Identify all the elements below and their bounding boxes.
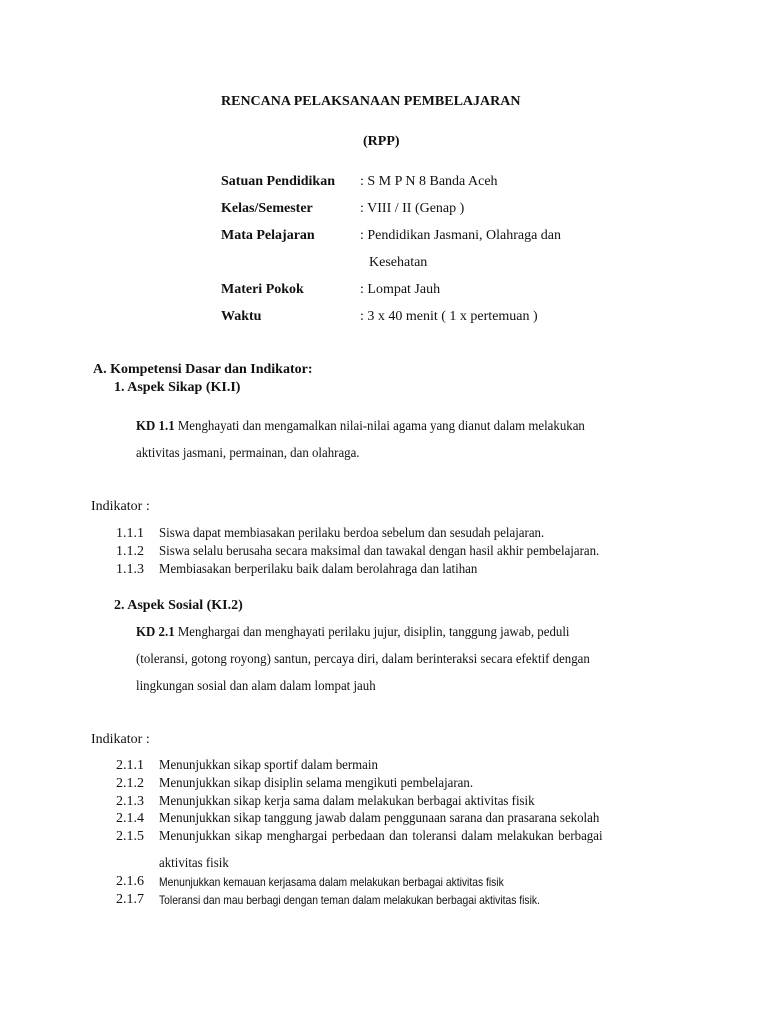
identity-value: : Lompat Jauh [360, 282, 441, 297]
list-item-number: 1.1.3 [116, 562, 144, 577]
list-item-text: Toleransi dan mau berbagi dengan teman dalam melakukan berbagai aktivitas fisik. [159, 893, 540, 907]
identity-value: : Pendidikan Jasmani, Olahraga dan [360, 228, 562, 243]
kd-text-line: aktivitas jasmani, permainan, dan olahraga. [136, 446, 360, 461]
list-item-number: 1.1.2 [116, 544, 144, 559]
kd-label: KD 2.1 [136, 625, 175, 640]
kd-text-line: (toleransi, gotong royong) santun, percaya diri, dalam berinteraksi secara efektif dengan [136, 652, 590, 667]
identity-value-continued: Kesehatan [369, 255, 428, 270]
list-item-number: 2.1.5 [116, 829, 144, 844]
list-item-text: Menunjukkan sikap tanggung jawab dalam penggunaan sarana dan prasarana sekolah [159, 811, 600, 826]
list-item-text: Menunjukkan kemauan kerjasama dalam melakukan berbagai aktivitas fisik [159, 875, 504, 889]
aspect-heading: 2. Aspek Sosial (KI.2) [114, 598, 243, 613]
identity-value: : VIII / II (Genap ) [360, 201, 465, 216]
kd-paragraph [136, 419, 585, 435]
indikator-label: Indikator : [91, 499, 150, 514]
list-item-number: 2.1.3 [116, 794, 144, 809]
list-item-text: Siswa dapat membiasakan perilaku berdoa sebelum dan sesudah pelajaran. [159, 526, 545, 541]
kd-label: KD 1.1 [136, 419, 175, 434]
list-item-number: 2.1.2 [116, 776, 144, 791]
identity-label: Satuan Pendidikan [221, 174, 335, 189]
list-item-text: Membiasakan berperilaku baik dalam berolahraga dan latihan [159, 562, 478, 577]
list-item-text: Menunjukkan sikap sportif dalam bermain [159, 758, 378, 773]
kd-text-line: lingkungan sosial dan alam dalam lompat jauh [136, 679, 376, 694]
list-item-number: 2.1.7 [116, 892, 144, 907]
identity-label: Materi Pokok [221, 282, 304, 297]
identity-label: Waktu [221, 309, 262, 324]
list-item-number: 1.1.1 [116, 526, 144, 541]
identity-value: : S M P N 8 Banda Aceh [360, 174, 498, 189]
identity-value: : 3 x 40 menit ( 1 x pertemuan ) [360, 309, 538, 324]
identity-label: Mata Pelajaran [221, 228, 315, 243]
list-item-number: 2.1.4 [116, 811, 144, 826]
document-title: RENCANA PELAKSANAAN PEMBELAJARAN [221, 94, 521, 109]
identity-label: Kelas/Semester [221, 201, 313, 216]
document-subtitle: (RPP) [363, 134, 400, 149]
list-item-text-continued: aktivitas fisik [159, 856, 229, 871]
list-item-number: 2.1.6 [116, 874, 144, 889]
kd-paragraph [136, 625, 570, 641]
list-item-text: Menunjukkan sikap kerja sama dalam melakukan berbagai aktivitas fisik [159, 794, 535, 809]
list-item-text: Menunjukkan sikap disiplin selama mengikuti pembelajaran. [159, 776, 474, 791]
kd-text: Menghayati dan mengamalkan nilai-nilai agama yang dianut dalam melakukan [174, 419, 585, 434]
list-item-number: 2.1.1 [116, 758, 144, 773]
indikator-label: Indikator : [91, 732, 150, 747]
list-item-text: Siswa selalu berusaha secara maksimal dan tawakal dengan hasil akhir pembelajaran. [159, 544, 600, 559]
list-item-text: Menunjukkan sikap menghargai perbedaan dan toleransi dalam melakukan berbagai [159, 829, 603, 844]
aspect-heading: 1. Aspek Sikap (KI.I) [114, 380, 241, 395]
section-heading: A. Kompetensi Dasar dan Indikator: [93, 362, 313, 377]
kd-text: Menghargai dan menghayati perilaku jujur, disiplin, tanggung jawab, peduli [174, 625, 570, 640]
